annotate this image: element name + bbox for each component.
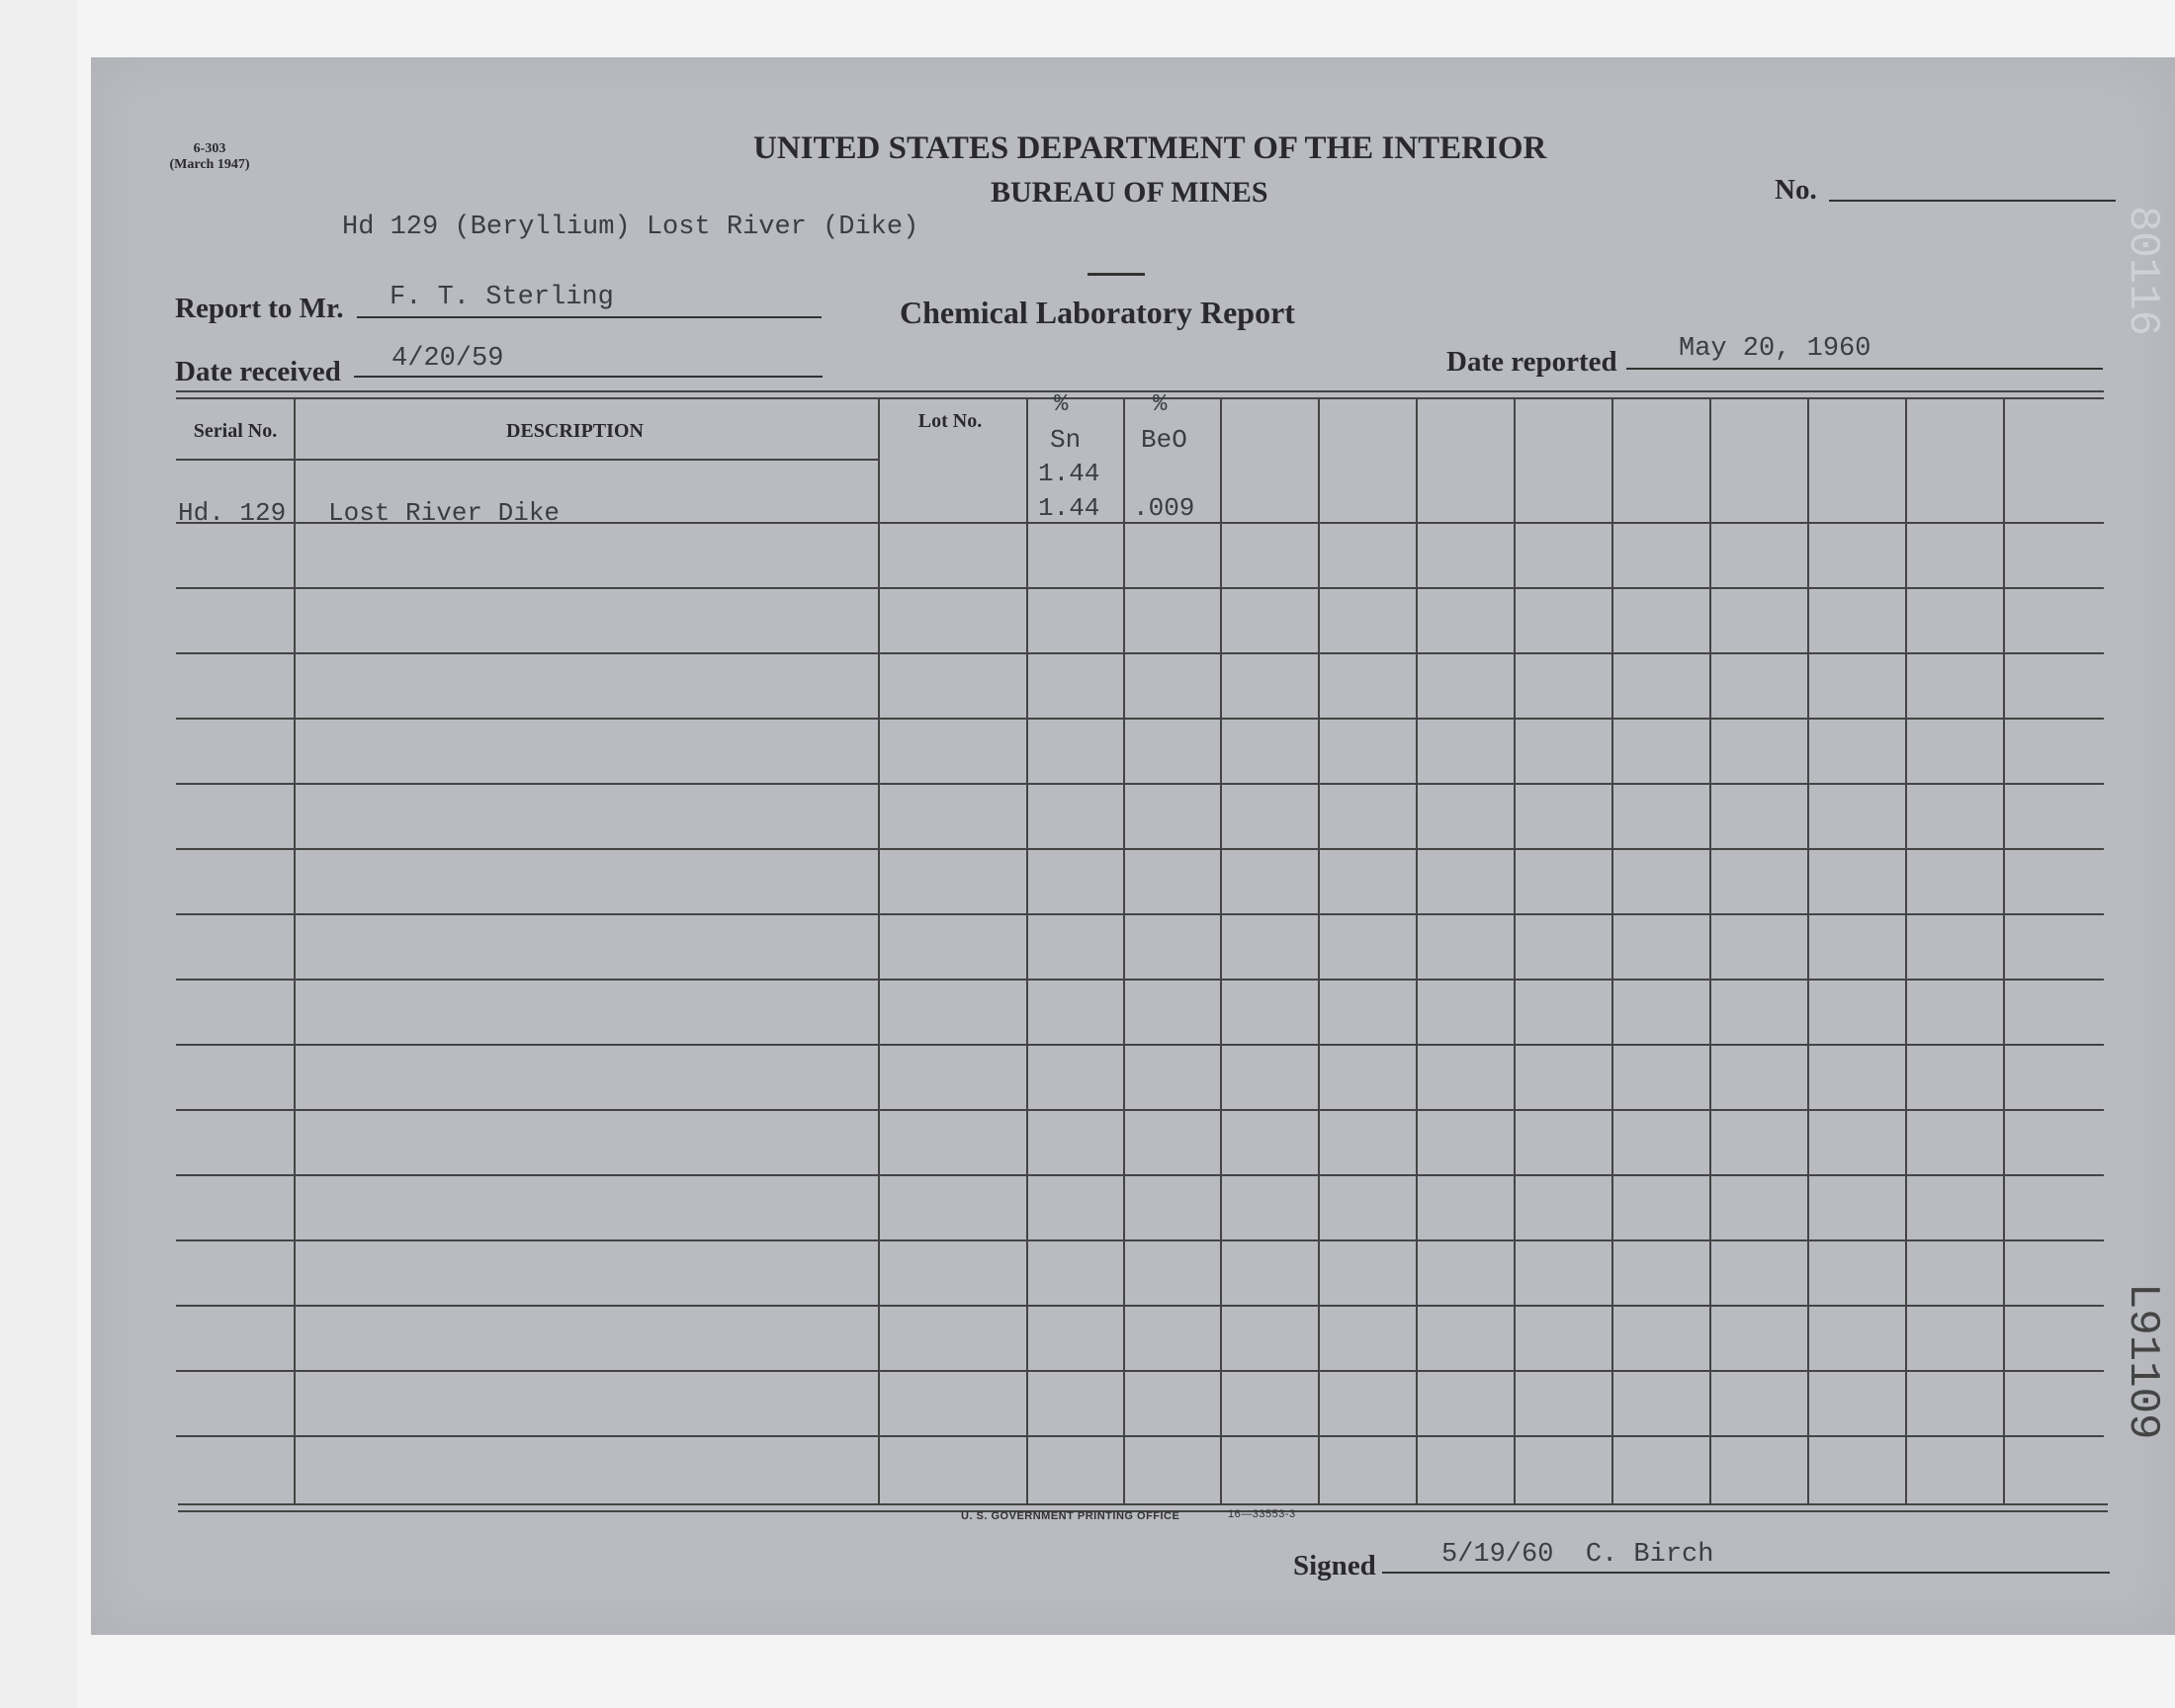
row-description: Lost River Dike <box>328 498 561 528</box>
signed-value: 5/19/60 C. Birch <box>1441 1540 1714 1570</box>
form-number: 6-303 <box>193 141 226 156</box>
row-sn-value: 1.44 <box>1038 493 1100 523</box>
date-reported-value: May 20, 1960 <box>1679 334 1871 364</box>
header-underline <box>176 459 878 461</box>
date-reported-line <box>1626 368 2103 370</box>
signed-line <box>1382 1572 2110 1574</box>
no-field-line <box>1829 200 2116 202</box>
row-rule <box>176 848 2104 850</box>
header-serial: Serial No. <box>193 420 278 442</box>
header-beo-unit: % <box>1153 391 1168 418</box>
row-rule <box>176 913 2104 915</box>
title-rule <box>1088 273 1145 276</box>
form-number-block <box>160 141 259 173</box>
report-form <box>91 57 2175 1635</box>
col-divider-description <box>878 397 880 1503</box>
bureau-heading: BUREAU OF MINES <box>991 176 1268 209</box>
row-rule <box>176 1174 2104 1176</box>
table-top-rule <box>176 390 2104 392</box>
col-divider-lot <box>1026 397 1028 1503</box>
department-heading: UNITED STATES DEPARTMENT OF THE INTERIOR <box>753 130 1547 166</box>
header-sn-unit: % <box>1054 391 1069 418</box>
row-rule <box>176 1370 2104 1372</box>
row-rule <box>176 783 2104 785</box>
row-rule <box>176 1044 2104 1046</box>
col-divider-6 <box>1514 397 1516 1503</box>
sn-pre-value: 1.44 <box>1038 459 1100 488</box>
row-rule <box>176 1305 2104 1307</box>
col-divider-8 <box>1709 397 1711 1503</box>
col-divider-sn <box>1123 397 1125 1503</box>
side-number-stamp: L91109 <box>2118 1283 2167 1440</box>
report-to-label: Report to Mr. <box>175 293 344 324</box>
date-reported-label: Date reported <box>1446 346 1617 378</box>
header-lot: Lot No. <box>917 410 983 432</box>
row-beo-value: .009 <box>1133 493 1195 523</box>
date-received-label: Date received <box>175 356 341 387</box>
row-rule <box>176 979 2104 981</box>
printing-office: U. S. GOVERNMENT PRINTING OFFICE <box>961 1510 1180 1522</box>
row-rule <box>176 1239 2104 1241</box>
faint-number-stamp: 80116 <box>2118 206 2167 337</box>
report-title: Chemical Laboratory Report <box>900 295 1295 330</box>
scan-margin <box>0 0 77 1708</box>
header-description: DESCRIPTION <box>506 420 644 442</box>
print-code: 16—33553-3 <box>1228 1508 1296 1520</box>
no-label: No. <box>1775 174 1817 206</box>
col-divider-10 <box>1905 397 1907 1503</box>
date-received-value: 4/20/59 <box>392 344 504 374</box>
row-rule <box>176 718 2104 720</box>
row-rule <box>176 587 2104 589</box>
col-divider-beo <box>1220 397 1222 1503</box>
col-divider-7 <box>1611 397 1613 1503</box>
col-divider-serial <box>294 397 296 1503</box>
form-edition: (March 1947) <box>169 157 250 172</box>
report-to-line <box>357 316 822 318</box>
report-to-value: F. T. Sterling <box>390 283 614 312</box>
signed-label: Signed <box>1293 1550 1376 1581</box>
col-divider-9 <box>1807 397 1809 1503</box>
header-note: Hd 129 (Beryllium) Lost River (Dike) <box>342 213 919 242</box>
row-rule <box>176 522 2104 524</box>
col-divider-11 <box>2003 397 2005 1503</box>
date-received-line <box>354 376 823 378</box>
header-sn: Sn <box>1050 425 1082 455</box>
header-beo: BeO <box>1141 425 1187 455</box>
col-divider-5 <box>1416 397 1418 1503</box>
row-rule <box>176 1109 2104 1111</box>
row-serial: Hd. 129 <box>178 498 287 528</box>
table-bottom-rule <box>178 1503 2108 1505</box>
row-rule <box>176 652 2104 654</box>
table-top-rule-2 <box>176 397 2104 399</box>
row-rule <box>176 1435 2104 1437</box>
col-divider-4 <box>1318 397 1320 1503</box>
